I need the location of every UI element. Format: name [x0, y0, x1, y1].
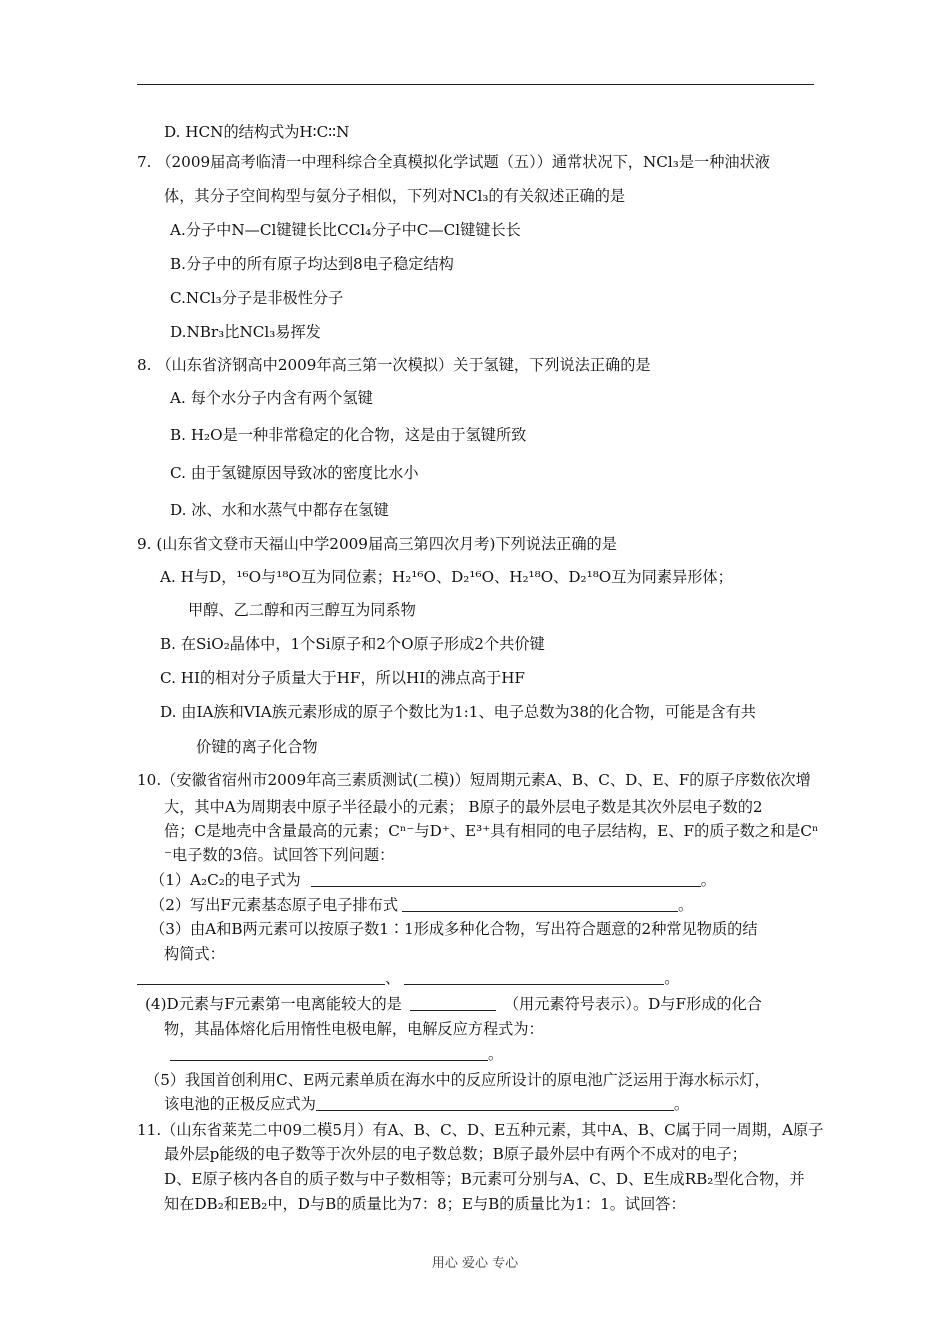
- header-rule: [137, 84, 814, 85]
- q9-option-b: B. 在SiO₂晶体中，1个Si原子和2个O原子形成2个共价键: [160, 635, 545, 653]
- q10-stem-1: 10.（安徽省宿州市2009年高三素质测试(二模)）短周期元素A、B、C、D、E、F的原子序数依次增: [137, 771, 811, 789]
- answer-blank-3a[interactable]: [137, 970, 385, 985]
- q9-option-d-2: 价键的离子化合物: [196, 738, 318, 756]
- q9-stem: 9. (山东省文登市天福山中学2009届高三第四次月考)下列说法正确的是: [137, 535, 617, 553]
- q10-sub4-text-a: (4)D元素与F元素第一电离能较大的是: [145, 995, 402, 1013]
- q9-option-d-1: D. 由IA族和VIA族元素形成的原子个数比为1:1、电子总数为38的化合物，可能是含有共: [160, 703, 756, 721]
- q9-option-c: C. HI的相对分子质量大于HF，所以HI的沸点高于HF: [160, 669, 525, 687]
- answer-blank-3b[interactable]: [404, 970, 664, 985]
- q7-option-d: D.NBr₃比NCl₃易挥发: [170, 323, 321, 341]
- q9-option-a-2: 甲醇、乙二醇和丙三醇互为同系物: [188, 601, 416, 619]
- answer-blank-2[interactable]: [402, 897, 678, 912]
- q7-stem-1: 7. （2009届高考临清一中理科综合全真模拟化学试题（五））通常状况下，NCl₃是一种油状液: [137, 153, 770, 171]
- q10-sub1-text: （1）A₂C₂的电子式为: [150, 871, 301, 889]
- q10-sub5-2: [164, 1094, 689, 1114]
- q10-sub3-blanks: [137, 968, 679, 988]
- q10-sub2: [150, 895, 693, 915]
- period: 。: [678, 896, 694, 914]
- q10-sub3-2: 构简式：: [164, 945, 225, 963]
- q8-option-d: D. 冰、水和水蒸气中都存在氢键: [170, 501, 389, 519]
- q11-stem-4: 知在DB₂和EB₂中，D与B的质量比为7：8；E与B的质量比为1：1。试回答：: [164, 1195, 686, 1213]
- q10-sub1: [150, 870, 716, 890]
- option-d-hcn: D. HCN的结构式为H∶C∶∶N: [164, 123, 350, 141]
- period: 。: [673, 1095, 690, 1113]
- page-footer: 用心 爱心 专心: [431, 1256, 519, 1271]
- q10-sub4-text-b: （用元素符号表示）。D与F形成的化合: [503, 995, 762, 1013]
- q8-option-a: A. 每个水分子内含有两个氢键: [170, 389, 373, 407]
- q10-stem-4: ⁻电子数的3倍。试回答下列问题：: [164, 846, 395, 864]
- q10-sub5-1: （5）我国首创利用C、E两元素单质在海水中的反应所设计的原电池广泛运用于海水标示灯，: [145, 1071, 770, 1089]
- answer-blank-6[interactable]: [316, 1096, 674, 1111]
- q10-sub4-2: 物，其晶体熔化后用惰性电极电解，电解反应方程式为：: [164, 1020, 544, 1038]
- q7-option-a: A.分子中N—Cl键键长比CCl₄分子中C—Cl键键长长: [170, 221, 521, 239]
- q9-option-a-1: A. H与D，¹⁶O与¹⁸O互为同位素；H₂¹⁶O、D₂¹⁶O、H₂¹⁸O、D₂¹⁸O互为同素异形体；: [160, 568, 733, 586]
- q10-stem-2: 大，其中A为周期表中原子半径最小的元素； B原子的最外层电子数是其次外层电子数的2: [164, 798, 763, 816]
- q10-sub3-1: （3）由A和B两元素可以按原子数1∶1形成多种化合物，写出符合题意的2种常见物质的结: [150, 920, 758, 938]
- q11-stem-1: 11.（山东省莱芜二中09二模5月）有A、B、C、D、E五种元素，其中A、B、C属于同一周期，A原子: [137, 1121, 824, 1139]
- q10-sub2-text: （2）写出F元素基态原子电子排布式: [150, 896, 399, 914]
- q10-sub5-text: 该电池的正极反应式为: [164, 1095, 316, 1113]
- answer-blank-1[interactable]: [311, 872, 701, 887]
- q11-stem-2: 最外层p能级的电子数等于次外层的电子数总数；B原子最外层中有两个不成对的电子；: [164, 1145, 747, 1163]
- period: 。: [488, 1045, 504, 1063]
- period: 。: [664, 969, 680, 987]
- q8-option-c: C. 由于氢键原因导致冰的密度比水小: [170, 464, 419, 482]
- q10-stem-3: 倍；C是地壳中含量最高的元素；Cⁿ⁻与D⁺、E³⁺具有相同的电子层结构，E、F的质子数之和是Cⁿ: [164, 822, 819, 840]
- q10-sub4-blank: [170, 1044, 503, 1064]
- answer-blank-5[interactable]: [170, 1046, 488, 1061]
- q10-sub4-1: [145, 994, 762, 1014]
- q11-stem-3: D、E原子核内各自的质子数与中子数相等；B元素可分别与A、C、D、E生成RB₂型化合物，并: [164, 1170, 805, 1188]
- q7-stem-2: 体，其分子空间构型与氨分子相似，下列对NCl₃的有关叙述正确的是: [164, 187, 626, 205]
- q7-option-c: C.NCl₃分子是非极性分子: [170, 289, 344, 307]
- q8-option-b: B. H₂O是一种非常稳定的化合物，这是由于氢键所致: [170, 426, 527, 444]
- answer-blank-4[interactable]: [410, 996, 496, 1011]
- q7-option-b: B.分子中的所有原子均达到8电子稳定结构: [170, 255, 454, 273]
- period: 。: [700, 871, 716, 889]
- q8-stem: 8. （山东省济钢高中2009年高三第一次模拟）关于氢键，下列说法正确的是: [137, 356, 651, 374]
- separator: 、: [385, 969, 401, 987]
